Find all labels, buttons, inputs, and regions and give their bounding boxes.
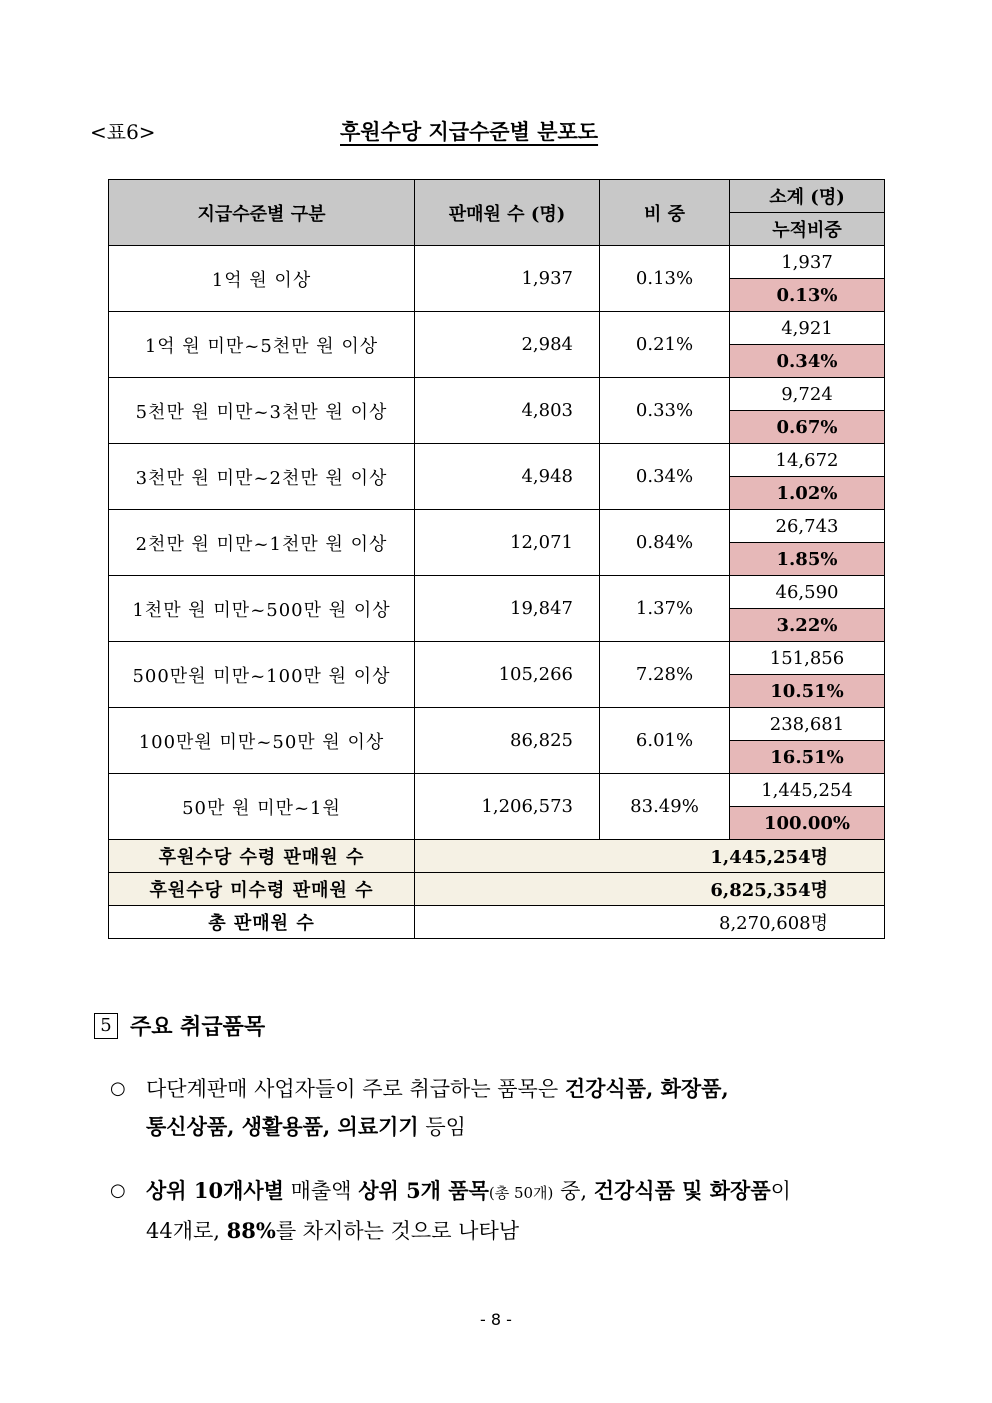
ratio-cell: 1.37% <box>600 576 730 642</box>
sellers-cell: 12,071 <box>415 510 600 576</box>
ratio-cell: 83.49% <box>600 774 730 840</box>
section-number: 5 <box>94 1013 118 1039</box>
summary-value: 1,445,254명 <box>415 840 885 873</box>
subtotal-cell: 9,724 <box>730 378 885 411</box>
table-title: 후원수당 지급수준별 분포도 <box>340 119 599 144</box>
level-cell: 1억 원 이상 <box>109 246 415 312</box>
table-summary <box>109 840 885 939</box>
table-row <box>109 312 885 345</box>
level-cell: 2천만 원 미만~1천만 원 이상 <box>109 510 415 576</box>
bullet-note: (총 50개) <box>488 1184 554 1202</box>
table-caption <box>90 112 650 152</box>
cumulative-cell: 1.85% <box>730 543 885 576</box>
sellers-cell: 19,847 <box>415 576 600 642</box>
sellers-cell: 4,948 <box>415 444 600 510</box>
sellers-cell: 2,984 <box>415 312 600 378</box>
level-cell: 3천만 원 미만~2천만 원 이상 <box>109 444 415 510</box>
summary-row-not-received <box>109 873 885 906</box>
level-cell: 5천만 원 미만~3천만 원 이상 <box>109 378 415 444</box>
bullet-text: 44개로, <box>146 1219 227 1243</box>
cumulative-cell: 0.34% <box>730 345 885 378</box>
header-level: 지급수준별 구분 <box>109 180 415 246</box>
cumulative-cell: 1.02% <box>730 477 885 510</box>
header-ratio: 비 중 <box>600 180 730 246</box>
summary-row-received <box>109 840 885 873</box>
distribution-table <box>108 179 885 939</box>
sellers-cell: 1,206,573 <box>415 774 600 840</box>
level-cell: 500만원 미만~100만 원 이상 <box>109 642 415 708</box>
circle-bullet-icon: ○ <box>110 1078 126 1099</box>
ratio-cell: 6.01% <box>600 708 730 774</box>
header-sellers: 판매원 수 (명) <box>415 180 600 246</box>
bullet-bold-text: 통신상품, 생활용품, 의료기기 <box>146 1114 419 1139</box>
sellers-cell: 86,825 <box>415 708 600 774</box>
ratio-cell: 0.34% <box>600 444 730 510</box>
level-cell: 1억 원 미만~5천만 원 이상 <box>109 312 415 378</box>
sellers-cell: 1,937 <box>415 246 600 312</box>
subtotal-cell: 1,937 <box>730 246 885 279</box>
sellers-cell: 4,803 <box>415 378 600 444</box>
subtotal-cell: 4,921 <box>730 312 885 345</box>
header-cumulative: 누적비중 <box>730 213 885 246</box>
summary-row-total <box>109 906 885 939</box>
cumulative-cell: 0.67% <box>730 411 885 444</box>
level-cell: 1천만 원 미만~500만 원 이상 <box>109 576 415 642</box>
summary-label: 후원수당 수령 판매원 수 <box>109 840 415 873</box>
bullet-bold-text: 상위 10개사별 <box>146 1178 284 1203</box>
table-row <box>109 378 885 411</box>
bullet-text: 매출액 <box>283 1179 359 1203</box>
summary-value: 8,270,608명 <box>415 906 885 939</box>
bullet-item <box>110 1172 910 1250</box>
ratio-cell: 0.33% <box>600 378 730 444</box>
bullet-text: 중, <box>553 1179 594 1203</box>
cumulative-cell: 3.22% <box>730 609 885 642</box>
ratio-cell: 7.28% <box>600 642 730 708</box>
ratio-cell: 0.84% <box>600 510 730 576</box>
level-cell: 50만 원 미만~1원 <box>109 774 415 840</box>
summary-value: 6,825,354명 <box>415 873 885 906</box>
bullet-text: 를 차지하는 것으로 나타남 <box>275 1219 520 1243</box>
table-row <box>109 246 885 279</box>
bullet-text: 이 <box>770 1179 791 1203</box>
bullet-item <box>110 1070 910 1146</box>
circle-bullet-icon: ○ <box>110 1180 126 1201</box>
summary-label: 후원수당 미수령 판매원 수 <box>109 873 415 906</box>
table-row <box>109 642 885 675</box>
table-row <box>109 444 885 477</box>
subtotal-cell: 26,743 <box>730 510 885 543</box>
bullet-bold-text: 88% <box>226 1218 276 1243</box>
level-cell: 100만원 미만~50만 원 이상 <box>109 708 415 774</box>
summary-label: 총 판매원 수 <box>109 906 415 939</box>
cumulative-cell: 0.13% <box>730 279 885 312</box>
table-number: <표6> <box>90 120 156 144</box>
header-subtotal: 소계 (명) <box>730 180 885 213</box>
section-heading <box>94 1010 265 1041</box>
ratio-cell: 0.21% <box>600 312 730 378</box>
table-row <box>109 576 885 609</box>
table-row <box>109 510 885 543</box>
cumulative-cell: 16.51% <box>730 741 885 774</box>
cumulative-cell: 10.51% <box>730 675 885 708</box>
subtotal-cell: 46,590 <box>730 576 885 609</box>
subtotal-cell: 14,672 <box>730 444 885 477</box>
table-row <box>109 774 885 807</box>
bullet-text: 다단계판매 사업자들이 주로 취급하는 품목은 <box>146 1077 565 1101</box>
subtotal-cell: 238,681 <box>730 708 885 741</box>
subtotal-cell: 1,445,254 <box>730 774 885 807</box>
bullet-text: 등임 <box>418 1115 466 1139</box>
bullet-bold-text: 건강식품 및 화장품 <box>593 1178 771 1203</box>
cumulative-cell: 100.00% <box>730 807 885 840</box>
table-row <box>109 708 885 741</box>
bullet-bold-text: 상위 5개 품목 <box>358 1178 489 1203</box>
section-title: 주요 취급품목 <box>130 1014 266 1040</box>
ratio-cell: 0.13% <box>600 246 730 312</box>
page-number: - 8 - <box>480 1310 512 1329</box>
sellers-cell: 105,266 <box>415 642 600 708</box>
table-body <box>109 246 885 840</box>
subtotal-cell: 151,856 <box>730 642 885 675</box>
bullet-bold-text: 건강식품, 화장품, <box>564 1076 729 1101</box>
